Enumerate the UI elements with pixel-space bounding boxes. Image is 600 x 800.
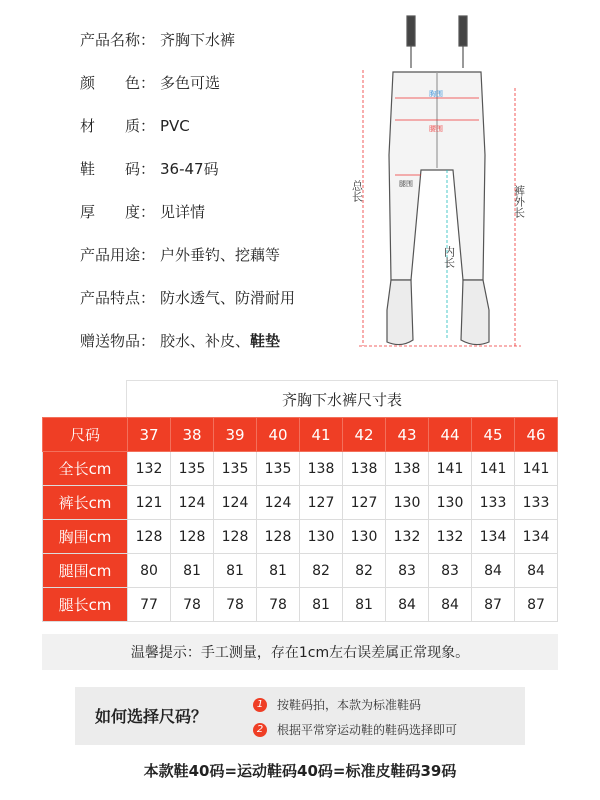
spec-label: 产品特点：	[80, 289, 156, 307]
spec-value: 防水透气、防滑耐用	[160, 289, 296, 307]
table-cell: 141	[515, 452, 558, 486]
table-cell: 127	[343, 486, 386, 520]
table-cell: 44	[429, 418, 472, 452]
waders-diagram	[350, 10, 535, 360]
spec-label: 鞋 码：	[80, 160, 156, 178]
table-cell: 132	[128, 452, 171, 486]
spec-label: 材 质：	[80, 117, 156, 135]
row-header: 腿围cm	[43, 554, 128, 588]
spec-label: 厚 度：	[80, 203, 156, 221]
table-cell: 87	[472, 588, 515, 622]
table-cell: 124	[171, 486, 214, 520]
table-cell: 41	[300, 418, 343, 452]
table-cell: 132	[386, 520, 429, 554]
table-cell: 132	[429, 520, 472, 554]
table-cell: 81	[171, 554, 214, 588]
table-cell: 130	[429, 486, 472, 520]
table-cell: 87	[515, 588, 558, 622]
spec-value	[160, 330, 280, 351]
spec-row-shoe-size	[80, 147, 360, 190]
table-cell: 40	[257, 418, 300, 452]
how-to-choose-title: 如何选择尺码？	[95, 707, 208, 726]
table-cell: 128	[214, 520, 257, 554]
table-cell: 78	[171, 588, 214, 622]
table-cell: 81	[300, 588, 343, 622]
step-number-badge: 2	[253, 723, 267, 737]
spec-row-gifts	[80, 319, 360, 362]
table-row	[43, 520, 558, 554]
pants-length-label: 裤外长	[512, 185, 526, 218]
howto-item	[253, 721, 457, 738]
table-cell: 80	[128, 554, 171, 588]
table-cell: 128	[128, 520, 171, 554]
table-cell: 138	[343, 452, 386, 486]
table-cell: 121	[128, 486, 171, 520]
table-cell: 130	[386, 486, 429, 520]
table-cell: 130	[300, 520, 343, 554]
size-table	[42, 380, 558, 622]
size-conversion-note: 本款鞋40码=运动鞋码40码=标准皮鞋码39码	[143, 762, 457, 780]
table-cell: 124	[214, 486, 257, 520]
table-cell: 83	[429, 554, 472, 588]
table-cell: 134	[472, 520, 515, 554]
table-cell: 38	[171, 418, 214, 452]
table-row	[43, 554, 558, 588]
table-cell: 84	[472, 554, 515, 588]
row-header: 全长cm	[43, 452, 128, 486]
spec-value: 户外垂钓、挖藕等	[160, 246, 281, 264]
table-row	[43, 452, 558, 486]
table-cell: 133	[472, 486, 515, 520]
spec-value-text: 胶水、补皮、	[160, 332, 251, 350]
table-cell: 141	[429, 452, 472, 486]
table-cell: 135	[257, 452, 300, 486]
table-cell: 81	[257, 554, 300, 588]
row-header: 胸围cm	[43, 520, 128, 554]
spec-value: PVC	[160, 116, 190, 135]
table-cell: 81	[343, 588, 386, 622]
table-cell: 82	[343, 554, 386, 588]
table-cell: 130	[343, 520, 386, 554]
table-row	[43, 418, 558, 452]
row-header: 腿长cm	[43, 588, 128, 622]
spec-label: 颜 色：	[80, 74, 156, 92]
spec-value: 见详情	[160, 203, 206, 221]
table-cell: 128	[171, 520, 214, 554]
spec-value-bold: 鞋垫	[250, 332, 281, 350]
table-cell: 135	[214, 452, 257, 486]
measurement-tip: 温馨提示：手工测量，存在1cm左右误差属正常现象。	[42, 634, 558, 670]
howto-item-text: 按鞋码拍，本款为标准鞋码	[277, 698, 422, 712]
table-cell: 77	[128, 588, 171, 622]
table-cell: 39	[214, 418, 257, 452]
spec-label: 赠送物品：	[80, 332, 156, 350]
spec-row-features	[80, 276, 360, 319]
how-to-choose-box	[75, 687, 525, 745]
table-row	[43, 588, 558, 622]
row-header: 裤长cm	[43, 486, 128, 520]
table-cell: 81	[214, 554, 257, 588]
table-cell: 84	[515, 554, 558, 588]
thigh-label: 腿围	[399, 180, 413, 188]
spec-row-name	[80, 18, 360, 61]
table-cell: 127	[300, 486, 343, 520]
spec-row-material	[80, 104, 360, 147]
table-cell: 46	[515, 418, 558, 452]
spec-row-thickness	[80, 190, 360, 233]
table-cell: 134	[515, 520, 558, 554]
spec-row-color	[80, 61, 360, 104]
table-cell: 82	[300, 554, 343, 588]
table-cell: 133	[515, 486, 558, 520]
table-cell: 84	[429, 588, 472, 622]
table-cell: 37	[128, 418, 171, 452]
table-cell: 84	[386, 588, 429, 622]
row-header: 尺码	[43, 418, 128, 452]
howto-item	[253, 696, 421, 713]
table-cell: 42	[343, 418, 386, 452]
inseam-label: 内长	[442, 246, 456, 268]
table-cell: 138	[386, 452, 429, 486]
table-cell: 83	[386, 554, 429, 588]
size-table-grid	[42, 417, 558, 622]
table-cell: 128	[257, 520, 300, 554]
total-length-label: 总长	[350, 180, 364, 202]
spec-value: 齐胸下水裤	[160, 31, 236, 49]
spec-label: 产品用途：	[80, 246, 156, 264]
table-cell: 124	[257, 486, 300, 520]
spec-list	[80, 18, 360, 362]
spec-label: 产品名称：	[80, 31, 156, 49]
table-cell: 43	[386, 418, 429, 452]
spec-value: 36-47码	[160, 160, 219, 178]
chest-label: 胸围	[429, 90, 443, 98]
spec-row-usage	[80, 233, 360, 276]
table-cell: 78	[214, 588, 257, 622]
table-row	[43, 486, 558, 520]
size-table-title: 齐胸下水裤尺寸表	[126, 380, 558, 417]
table-cell: 141	[472, 452, 515, 486]
howto-item-text: 根据平常穿运动鞋的鞋码选择即可	[277, 723, 458, 737]
step-number-badge: 1	[253, 698, 267, 712]
table-cell: 78	[257, 588, 300, 622]
waist-label: 腰围	[429, 125, 443, 133]
table-cell: 135	[171, 452, 214, 486]
spec-value: 多色可选	[160, 74, 221, 92]
table-cell: 138	[300, 452, 343, 486]
table-cell: 45	[472, 418, 515, 452]
